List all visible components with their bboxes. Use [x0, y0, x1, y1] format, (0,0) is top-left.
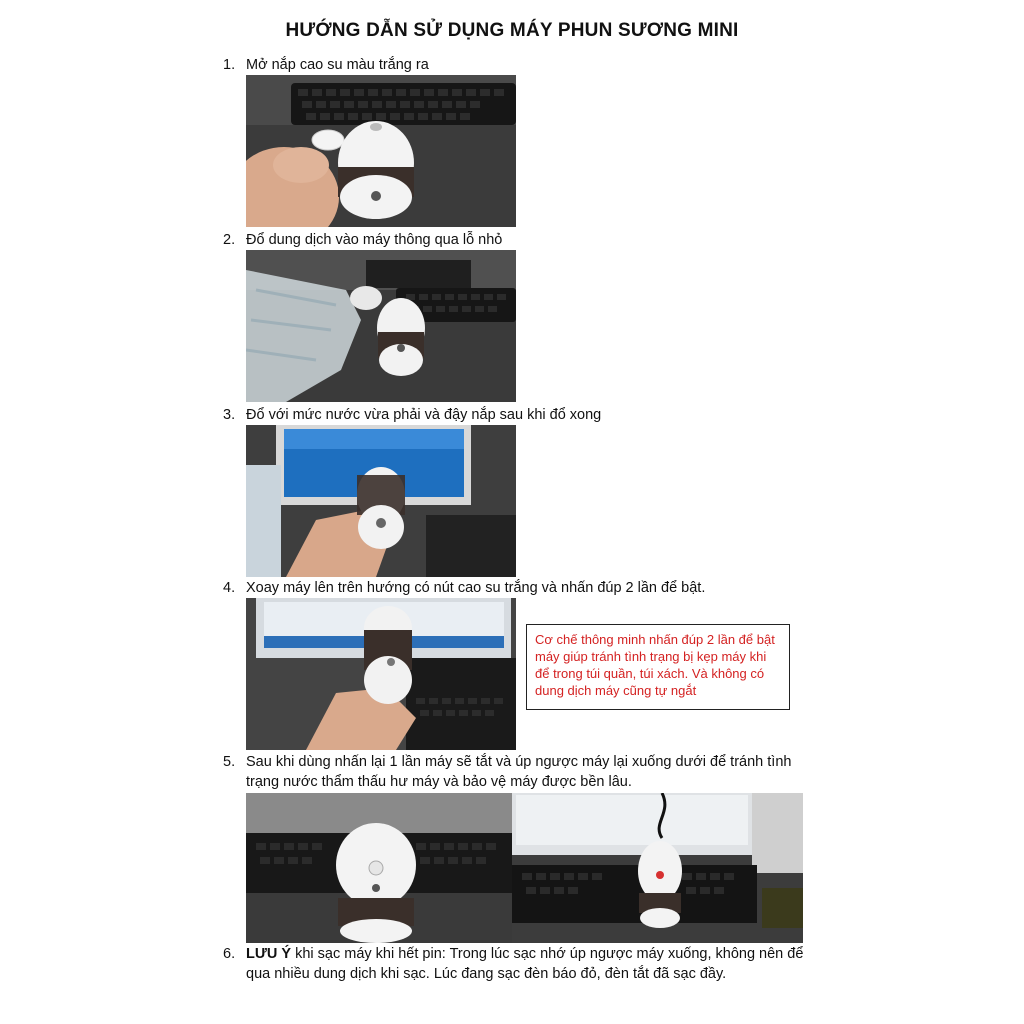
step-text: Mở nắp cao su màu trắng ra	[246, 57, 429, 73]
step-3	[223, 405, 602, 425]
smart-feature-note: Cơ chế thông minh nhấn đúp 2 lần để bật máy giúp tránh tình trạng bị kẹp máy khi để trong túi quần, túi xách. Và không có dung dịch máy cũng tự ngắt	[526, 624, 790, 710]
step-6	[223, 944, 804, 982]
step-text-line-2: qua nhiều dung dịch khi sạc. Lúc đang sạc đèn báo đỏ, đèn tắt đã sạc đầy.	[246, 966, 727, 982]
step-number: 3.	[223, 407, 236, 423]
step-number: 4.	[223, 580, 236, 596]
page-title: HƯỚNG DẪN SỬ DỤNG MÁY PHUN SƯƠNG MINI	[285, 20, 739, 41]
photo-turn-on	[246, 598, 516, 750]
step-text-line-1: Sau khi dùng nhấn lại 1 lần máy sẽ tắt và úp ngược máy lại xuống dưới để tránh tình	[246, 754, 792, 770]
warning-label: LƯU Ý	[246, 946, 292, 962]
step-1	[223, 55, 429, 75]
step-text: Xoay máy lên trên hướng có nút cao su trắng và nhấn đúp 2 lần để bật.	[246, 580, 706, 596]
step-2	[223, 230, 503, 250]
step-number: 6.	[223, 946, 236, 962]
step-text-line-2: trạng nước thẩm thấu hư máy và bảo vệ máy được bền lâu.	[246, 774, 632, 790]
step-text: Đổ với mức nước vừa phải và đậy nắp sau khi đổ xong	[246, 407, 602, 423]
step-number: 5.	[223, 754, 236, 770]
step-number: 2.	[223, 232, 236, 248]
step-text	[246, 752, 816, 792]
step-text	[246, 944, 816, 984]
photo-device-upside-down	[246, 793, 512, 943]
step-text-line-1: khi sạc máy khi hết pin: Trong lúc sạc nhớ úp ngược máy xuống, không nên để	[291, 946, 804, 962]
photo-device-charging	[512, 793, 803, 943]
photo-open-cap	[246, 75, 516, 227]
step-5	[223, 752, 792, 790]
step-4	[223, 578, 706, 598]
step-number: 1.	[223, 57, 236, 73]
photo-close-cap	[246, 425, 516, 577]
photo-pour-solution	[246, 250, 516, 402]
step-text: Đổ dung dịch vào máy thông qua lỗ nhỏ	[246, 232, 503, 248]
